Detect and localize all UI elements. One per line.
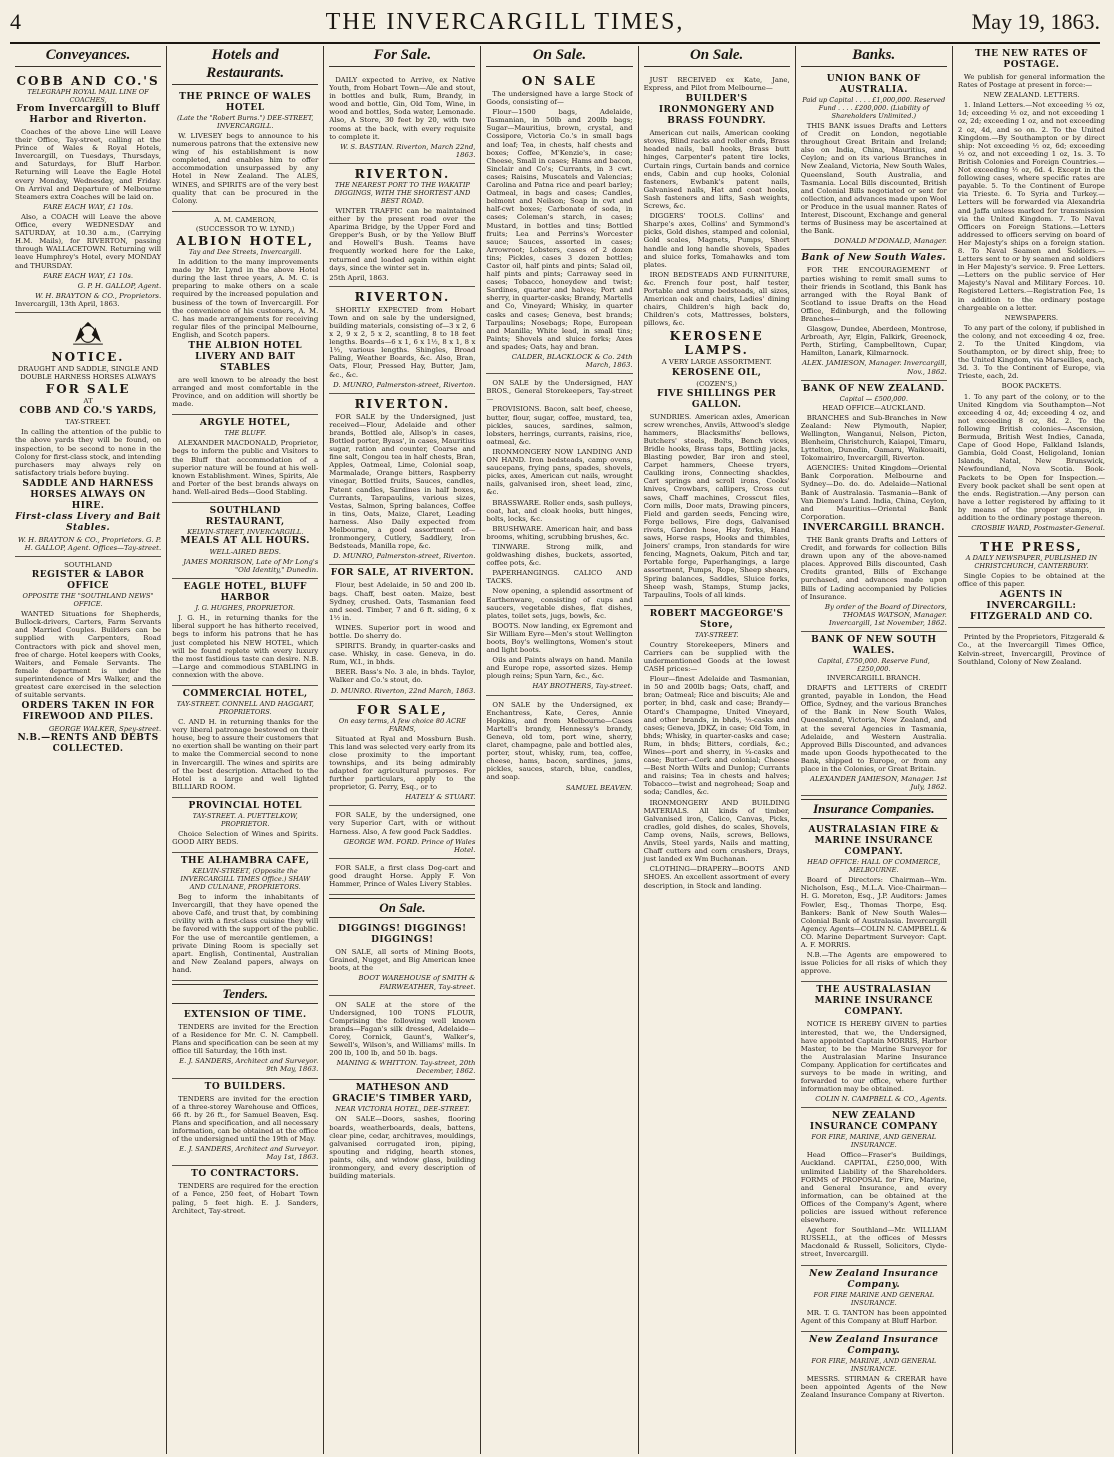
ad-signature: CALDER, BLACKLOCK & Co. 24th March, 1863. [511, 353, 633, 370]
ad-subtitle: NEAR VICTORIA HOTEL, DEE-STREET. [335, 1105, 470, 1114]
ad-body: ALEXANDER MACDONALD, Proprietor, begs to inform the public and Visitors to the Bluff that accommodation of a superior nature will be found at his well-known Establishment. Wines, Spirits, Ale and Porter of the best brands always on hand. Well-aired Beds—Good Stabling. [172, 439, 319, 496]
ad-line: BOOK PACKETS. [1001, 382, 1062, 391]
ad-body: are well known to be already the best arranged and most comfortable in the Province, and on addition will shortly be made. [172, 375, 319, 409]
ad-flour [329, 996, 475, 1081]
section-heading-on-sale: On Sale. [486, 46, 632, 67]
ad-body: Head Office—Fraser's Buildings, Auckland. CAPITAL, £250,000, With unlimited Liability of the Shareholders. FORMS of PROPOSAL for Fire, Marine, and General Insurance, and every information, can be obtained at the Offices of the Company's Agent, where policies are issued without reference elsewhere. Agent for Southland—Mr. WILLIAM RUSSELL, at the offices of Messrs Macdonald & Russell, Solicitors, Clyde-street, Invercargill. [800, 1151, 947, 1259]
ad-signature: ALEX. JAMIESON, Manager. Invercargill, Nov., 1862. [802, 359, 947, 376]
ad-postage-rates [958, 46, 1105, 537]
ad-mining-boots [329, 921, 475, 995]
ad-nz-insurance-bluff [801, 1266, 947, 1332]
ad-body: SUNDRIES. American axles, American screw wrenches, Anvils, Attwood's sledge hammers, Blacksmiths' bellows, Butchers' steels, Bolts, Bench vices, Bridle hooks, Brass taps, Bottling jacks, Blasting powder, Bar iron and steel, Carpet hammers, Cheese tryers, Caulking irons, Connecting shackles, Cart springs and scroll irons, Cooks' knives, Crowbars, callipers, Cross cut saws, Chaff machines, Crosscut files, Corn mills, Door mats, Drawing pincers, Field and garden seeds, Fencing wire, Forge bellows, Fire dogs, Galvanised rivets, Garden hose, Hay forks, Hand saws, Horse rasps, Hooks and thimbles, Joiners' cramps, Iron standards for wire fencing, Magnets, Oakum, Pitch and tar, Portable forge, Paperhangings, a large assortment, Pumps, Rope, Sheep shears, Spring balances, Saddles, Sluice forks, Sheep wash, Stamps, Stump jacks, Tarpaulins, Tools of all kinds. [643, 412, 790, 599]
ad-signature: D. MUNRO. Riverton, 22nd March, 1863. [330, 686, 476, 695]
ad-body: Coaches of the above Line will Leave their Office, Tay-street, calling at the Prince of Wales & Royal Hotels, Invercargill, on Tuesdays, Thursdays, and Saturdays, for Bluff Harbor. Returning will Leave the Eagle Hotel every Monday, Wednesday, and Friday. On Arrival and Departure of Melbourne Steamers extra Coaches will be laid on. [15, 128, 162, 201]
ad-title: New Zealand Insurance Company. [809, 1334, 939, 1356]
ad-subtitle: KELVIN-STREET, (Opposite the INVERCARGILL TIMES Office.) SHAW AND CULNANE, PROPRIETORS. [180, 867, 311, 892]
ad-nz-insurance-riverton [801, 1332, 947, 1405]
ad-body: J. G. H., in returning thanks for the liberal support he has hitherto received, begs to inform his patrons that he has just completed his NEW HOTEL, which will be found replete with every luxury the most fastidious taste can desire. N.B.—Large and commodious STABLING in connexion with the above. [172, 614, 319, 679]
ad-title: THE ALHAMBRA CAFE, [180, 856, 310, 867]
ad-body: THE Bank grants Drafts and Letters of Credit, and forwards for collection Bills drawn upon any of the above-named places. Approved Bills discounted, Cash Credits granted, Bills of Exchange purchased, and advances made upon Bills of Lading accompanied by Policies of Insurance. [800, 535, 947, 601]
issue-date: May 19, 1863. [971, 9, 1100, 34]
ad-signature: W. H. BRAYTON & CO., Proprietors. [35, 291, 162, 300]
ad-australasian-marine [801, 982, 947, 1108]
ad-body: 1. Inland Letters.—Not exceeding ½ oz, 1d; exceeding ½ oz, and not exceeding 1 oz, 2d; exceeding 1 oz, and not exceeding 2 oz, 4d, and so on. 2. To the United Kingdom.—By Southampton or by direct ship: Not exceeding ½ oz, 6d; exceeding ½ oz, and not exceeding 1 oz, 1s. 3. To British Colonies and Foreign Countries.—Not exceeding ½ oz, 6d. 4. Except in the following cases, where specific rates are payable. 5. To the Continent of Europe via Trieste. 6. To Syria and Turkey.—Letters will be forwarded via Alexandria and Jaffa unless marked for transmission via the United Kingdom. 7. To Naval Officers on Foreign Stations.—Letters addressed to officers serving on board of Her Majesty's ships on a foreign station. 8. To Naval Seamen and Soldiers.—Letters sent to or by seamen and soldiers in Her Majesty's service. 9. Free Letters.—Letters on the public service of Her Majesty's Naval and Military Forces. 10. Registered Letters.—Registration Fee, 1s in addition to the ordinary postage chargeable on a letter. [957, 101, 1105, 312]
royal-crest-icon [69, 320, 107, 346]
ad-southland-restaurant [172, 503, 318, 579]
ad-the-press [958, 537, 1105, 628]
ad-body: Choice Selection of Wines and Spirits. GOOD AIRY BEDS. [172, 829, 319, 846]
ad-body: NOTICE IS HEREBY GIVEN to parties interested, that we, the Undersigned, have appointed Captain MORRIS, Harbor Master, to be the Marine Surveyor for the Australasian Marine Insurance Company. Application for certificates and surveys to be made in writing, and forwarded to our office, where further information may be obtained. [800, 1020, 947, 1094]
ad-line: A. M. CAMERON, [214, 215, 277, 224]
ad-bank-new-zealand [801, 381, 947, 632]
ad-registry-office [15, 557, 161, 759]
ad-line: SOUTHLAND [64, 561, 113, 570]
ad-hay-brothers [486, 374, 632, 695]
ad-title: ORDERS TAKEN IN FOR FIREWOOD AND PILES. [21, 701, 155, 723]
ad-subtitle: TELEGRAPH ROYAL MAIL LINE OF COACHES, [27, 88, 149, 104]
ad-nz-insurance [801, 1108, 947, 1265]
ad-body: DAILY expected to Arrive, ex Native Youth, from Hobart Town—Ale and stout, in bottles and bulk, Rum, Brandy, in wood and bottle, Gin, Old Tom, Wine, in wood and bottles, Soda water, Lemonade. Also, A Store, 30 feet by 20, with two rooms at the back, with every requisite to complete it. [329, 76, 476, 141]
ad-body: FOR SALE by the Undersigned, just received—Flour, Adelaide and other brands, Bottled ale, Allsop's in cases, Bottled porter, Byass', in cases, Mauritius sugar, ration and counter, Coarse and fine salt, Congou tea in half chests, Bran, Apples, Oatmeal, Lime, Colonial soap, Marmalade, Orange bitters, Raspberry vinegar, Bottled fruits, Sauces, candles, Patent candles, Sardines in half boxes, Currants, Tarapaulins, various sizes, Vestas, Salmon, Spring balances, Coffee in tins, Oats, Maize, Claret, Leading harness. Also Daily expected from Melbourne, a good assortment of—Ironmongery, Cutlery, Saddlery, Iron Bedsteads, Manilla rope, &c. [329, 412, 476, 551]
page-number: 4 [10, 9, 21, 34]
ad-tender-contractors [172, 1166, 318, 1220]
column-postage [953, 46, 1110, 1454]
ad-title: ALBION HOTEL, [176, 234, 314, 249]
ad-body: C. AND H. in returning thanks for the very liberal patronage bestowed on their house, beg to assure their customers that no exertion shall be wanting on their part to make the Commercial second to none in Invercargill. The wines and spirits are of the best description. Attached to the Hotel is a large and well lighted BILLIARD ROOM. [172, 718, 319, 791]
ad-subtitle: THE BLUFF. [224, 429, 267, 438]
ad-title: MEALS AT ALL HOURS. [180, 536, 310, 546]
ad-title: NEW ZEALAND INSURANCE COMPANY [809, 1111, 938, 1133]
section-heading-banks: Banks. [801, 46, 947, 67]
ad-line: NEW ZEALAND. LETTERS. [983, 91, 1080, 100]
ad-title: EAGLE HOTEL, BLUFF HARBOR [183, 582, 307, 604]
ad-subtitle: FOR FIRE MARINE AND GENERAL INSURANCE. [813, 1290, 935, 1307]
ad-bastian [329, 71, 475, 164]
section-heading-for-sale: For Sale. [329, 46, 475, 67]
ad-subtitle: Capital, £750,000. Reserve Fund, £250,000. [817, 656, 930, 673]
ad-title: THE PRESS, [980, 540, 1083, 555]
ad-horses-notice [15, 313, 161, 557]
masthead [10, 2, 1100, 44]
ad-date: 25th April, 1863. [329, 273, 389, 282]
ad-body: FOR SALE, a first class Dog-cart and good draught Horse. Apply F. Von Hammer, Prince of Wales Livery Stables. [329, 863, 476, 889]
ad-calder-blacklock [486, 71, 632, 374]
ad-farms [329, 700, 475, 807]
ad-title: First-class Livery and Bait Stables. [15, 511, 161, 533]
ad-title: KEROSENE LAMPS. [669, 329, 764, 358]
ad-body: FOR THE ENCOURAGEMENT of parties wishing to remit small sums to their friends in Scotland, this Bank has arranged with the Royal Bank of Scotland to issue Drafts on the Head Office, Edinburgh, and the following Branches— Glasgow, Dundee, Aberdeen, Montrose, Arbroath, Ayr, Elgin, Falkirk, Greenock, Perth, Stirling, Campbelltown, Cupar, Hamilton, Lanark, Kilmarnock. [800, 266, 947, 358]
ad-riverton-timber [329, 287, 475, 394]
ad-body: ON SALE—Doors, sashes, flooring boards, weatherboards, deals, battens, clear pine, cedar, architraves, mouldings, galvanised corrugated iron, piping, spouting and ridging, hearth stones, paints, oils, and window glass, building ironmongery, and every description of building materials. [329, 1115, 476, 1181]
ad-ironmongery [644, 71, 790, 606]
section-heading-conveyances: Conveyances. [15, 46, 161, 67]
ad-title: BANK OF NEW ZEALAND. [802, 383, 945, 394]
ad-albion-hotel [172, 212, 318, 416]
ad-body: DRAFTS and LETTERS of CREDIT granted, payable in London, the Head Office, Sydney, and the various Branches of the Bank in New South Wales, Queensland, Victoria, New Zealand, and at the several Agencies in Tasmania, Adelaide, and Western Australia. Approved Bills Discounted, and advances made upon Goods hypothecated to the Bank, shipped to Europe, or from any place in the Colonies, or Great Britain. [800, 684, 947, 773]
ad-body: MR. T. G. TANTON has been appointed Agent of this Company at Bluff Harbor. [800, 1308, 947, 1325]
ad-australasian-fire-marine [801, 822, 947, 982]
ad-body: Flour, best Adelaide, in 50 and 200 lb. bags. Chaff, best oaten. Maize, best Sydney, crushed. Oats, Tasmanian feed and seed. Timber, 7 and 6 ft. siding, 6 x 1½ in. WINES. Superior port in wood and bottle. Do sherry do. SPIRITS. Brandy, in quarter-casks and case. Whisky, in case. Geneva, in do. Rum, W.I., in bhds. BEER. Bass's No. 3 ale, in bhds. Taylor, Walker and Co.'s stout, do. [329, 581, 476, 685]
ad-subtitle: Paid up Capital . . . . £1,000,000. Reserved Fund . . . . £200,000. (Liability of Shareholders Unlimited.) [802, 96, 946, 120]
ad-subtitle: OPPOSITE THE "SOUTHLAND NEWS" OFFICE. [22, 592, 154, 609]
ad-eagle-hotel [172, 579, 318, 686]
ad-body: 1. To any part of the colony, or to the United Kingdom via Southampton—Not exceeding 4 oz, 4d; exceeding 4 oz, and not exceeding 8 oz, 8d. 2. To the following British colonies—Ascension, Bermuda, British West Indies, Canada, Cape of Good Hope, Falkland Islands, Gambia, Gold Coast, Heligoland, Ionian Islands, Natal, New Brunswick, Newfoundland, Nova Scotia. Book-Packets to be Open for Inspection.—Every book packet shall be sent open at the ends. Registration.—Any person can have a letter registered by affixing to it by means of the proper stamps, in addition to the ordinary postage thereon. [957, 392, 1105, 522]
ad-body: Situated at Ryal and Mossburn Bush. This land was selected very early from its close proximity to the important townships, and its being admirably adapted for agricultural purposes. For further particulars, apply to the proprietor, G. Perry, Esq., or to [329, 734, 476, 792]
ad-subtitle: TAY-STREET. [694, 630, 739, 639]
ad-title: ARGYLE HOTEL, [199, 418, 291, 429]
ad-subtitle: J. G. HUGHES, PROPRIETOR. [195, 604, 296, 613]
section-heading-hotels: Hotels and Restaurants. [172, 46, 318, 85]
ad-body: ON SALE by the Undersigned, ex Enchantress, Kate, Ceres, Annie Hopkins, and from Melbourne—Cases Martell's brandy, Hennessy's brandy, Geneva, old tom, port wine, sherry, claret, champagne, pale and bottled ales, porter, stout, whisky, rum, tea, coffee, cheese, hams, bacon, sardines, jams, pickles, sauces, starch, blue, candles, and soap. [486, 700, 633, 782]
ad-body: TENDERS are required for the erection of a Fence, 250 feet, of Hobart Town paling, 5 feet high. E. J. Sanders, Architect, Tay-street. [172, 1182, 319, 1215]
ad-title: THE AUSTRALASIAN MARINE INSURANCE COMPANY. [814, 985, 933, 1018]
ad-riverton-port [329, 164, 475, 287]
ad-signature: E. J. SANDERS, Architect and Surveyor. May 1st, 1863. [179, 1145, 319, 1162]
ad-dogcart-sale [329, 859, 475, 895]
ad-signature: CROSBIE WARD, Postmaster-General. [971, 524, 1105, 533]
ad-title: AUSTRALASIAN FIRE & MARINE INSURANCE COMPANY. [808, 825, 940, 858]
ad-subtitle: A DAILY NEWSPAPER, PUBLISHED IN CHRISTCHURCH, CANTERBURY. [965, 554, 1098, 571]
columns [10, 46, 1110, 1454]
ad-title: NOTICE. [51, 349, 125, 364]
ad-body: To any part of the colony, if published in the colony, and not exceeding 4 oz, free. 2. To the United Kingdom, via Southampton, or by direct ship, free; to the United Kingdom, via Marseilles, each, 3d. 3. To the Continent of Europe, via Trieste, each, 2d. [957, 323, 1105, 381]
ad-body: TENDERS are invited for the Erection of a Residence for Mr. C. N. Campbell. Plans and specification can be seen at my office till Saturday, the 16th inst. [172, 1023, 319, 1056]
ad-samuel-beaven [486, 696, 632, 796]
ad-tender-builders [172, 1079, 318, 1167]
ad-body: Printed by the Proprietors, Fitzgerald & Co., at the Invercargill Times Office, Kelvin-street, Invercargill, Province of Southland, Colony of New Zealand. [957, 633, 1105, 666]
ad-title: THE PRINCE OF WALES HOTEL [179, 92, 312, 113]
ad-signature: GEORGE WALKER, Spey-street. [48, 725, 162, 734]
ad-subtitle: Tay and Dee Streets, Invercargill. [188, 248, 302, 257]
ad-line: HEAD OFFICE—AUCKLAND. [822, 403, 926, 412]
ad-body: Beg to inform the inhabitants of Invercargill, that they have opened the above Café, and trust that, by combining civility with a first-class cuisine they will be favored with the support of the public. For the use of mercantile gentlemen, a private Dining Room is specially set apart. English, Continental, Australian and New Zealand papers, always on hand. [172, 893, 319, 974]
ad-signature: SAMUEL BEAVEN. [565, 783, 633, 792]
ad-subtitle: FOR FIRE, MARINE, AND GENERAL INSURANCE. [811, 1133, 937, 1150]
ad-title: THE ALBION HOTEL LIVERY AND BAIT STABLES [188, 340, 303, 373]
ad-body: FOR SALE, by the undersigned, one very Superior Cart, with or without Harness. Also, A few good Pack Saddles. [329, 811, 476, 836]
ad-subtitle: Capital — £500,000. [839, 394, 908, 403]
ad-title: AGENTS IN INVERCARGILL: FITZGERALD AND CO. [969, 590, 1093, 623]
ad-title: BUILDER'S IRONMONGERY AND BRASS FOUNDRY. [658, 94, 775, 127]
ad-title: MATHESON AND GRACIE'S TIMBER YARD, [332, 1083, 473, 1105]
ad-title: N.B.—RENTS AND DEBTS COLLECTED. [17, 733, 159, 755]
ad-fare: FARE EACH WAY, £1 10s. [43, 271, 134, 280]
ad-timber-yard [329, 1080, 475, 1186]
ad-route: From Invercargill to Bluff Harbor and Riverton. [16, 104, 160, 125]
ad-title: COMMERCIAL HOTEL, [182, 689, 308, 700]
column-on-sale-1 [481, 46, 638, 1454]
ad-line: (COZEN'S,) [696, 379, 737, 388]
column-on-sale-2 [639, 46, 796, 1454]
ad-body: W. LIVESEY begs to announce to his numerous patrons that the extensive new wing of his establishment is now completed, and enables him to offer accommodation unsurpassed by any Hotel in New Zealand. The ALES, WINES, and SPIRITS are of the very best quality that can be procured in the Colony. [172, 132, 319, 205]
ad-bank-nsw [801, 632, 947, 796]
column-banks [796, 46, 953, 1454]
ad-body: We publish for general information the Rates of Postage at present in force:— [957, 73, 1105, 90]
ad-title: TO BUILDERS. [204, 1081, 286, 1092]
ad-body: JUST RECEIVED ex Kate, Jane, Express, and Pilot from Melbourne— [643, 76, 790, 93]
ad-cobb-coaches [15, 71, 161, 313]
ad-signature: By order of the Board of Directors, THOMAS WATSON, Manager. Invercargill, 1st November, 1862. [824, 602, 947, 627]
ad-subtitle: KELVIN-STREET, INVERCARGILL. [187, 528, 304, 536]
ad-title: RIVERTON. [354, 396, 451, 411]
ad-body: TENDERS are invited for the erection of a three-storey Warehouse and Offices, 66 ft. by 26 ft., for Samuel Beaven, Esq. Plans and specification, and all necessary information, can be obtained at the office of the undersigned until the 19th of May. [172, 1094, 319, 1144]
ad-title: FOR SALE [45, 382, 131, 397]
ad-body: THIS BANK issues Drafts and Letters of Credit on London, negotiable throughout Great Britain and Ireland; also on India, China, Mauritius, and Ceylon; and on its various Branches in New Zealand, Victoria, New South Wales, Queensland, South Australia, and Tasmania. Local Bills discounted, British and Colonial Bills negotiated or sent for collection, and advances made upon Wool or Produce in the usual manner. Rates of Interest, Discount, Exchange and general terms of Business may be ascertained at the Bank. [800, 122, 947, 236]
ad-body: WANTED Situations for Shepherds, Bullock-drivers, Carters, Farm Servants and Married Couples. Builders can be supplied with Carpenters, Road Contractors with pick and shovel men, free of charge. Hotel keepers with Cooks, Waiters, and Female Servants. The female department is under the superintendence of Mrs Walker, and the greatest care exercised in the selection of suitable servants. [15, 610, 162, 700]
newspaper-title: THE INVERCARGILL TIMES, [325, 8, 685, 35]
ad-subtitle: THE NEAREST PORT TO THE WAKATIP DIGGINGS, WITH THE SHORTEST AND BEST ROAD. [334, 180, 471, 205]
ad-title: EXTENSION OF TIME. [183, 1010, 307, 1020]
ad-title: REGISTER & LABOR OFFICE [31, 570, 145, 592]
ad-signature: W. S. BASTIAN. Riverton, March 22nd, 1863. [340, 142, 476, 159]
ad-bank-nsw-scotland [801, 250, 947, 380]
ad-subtitle: On easy terms, A few choice 80 ACRE FARMS, [338, 716, 466, 733]
ad-alhambra-cafe [172, 853, 318, 981]
ad-riverton-stores [329, 394, 475, 566]
ad-signature: HATELY & STUART. [405, 793, 476, 802]
column-hotels [167, 46, 324, 1454]
ad-signature: G. P. H. GALLOP, Agent. [77, 281, 162, 290]
ad-subtitle: HEAD OFFICE: HALL OF COMMERCE, MELBOURNE. [807, 858, 941, 875]
ad-title: UNION BANK OF AUSTRALIA. [826, 74, 921, 95]
ad-title: ON SALE [521, 74, 598, 88]
ad-title: FIVE SHILLINGS PER GALLON. [656, 388, 777, 410]
ad-signature: MANING & WHITTON. Tay-street, 20th December, 1862. [336, 1059, 476, 1076]
ad-signature: GEORGE WM. FORD. Prince of Wales Hotel. [343, 837, 476, 854]
ad-subtitle: FOR FIRE, MARINE, AND GENERAL INSURANCE. [811, 1356, 937, 1373]
ad-line: NEWSPAPERS. [1004, 313, 1059, 322]
ad-body: Country Storekeepers, Miners and Carriers can be supplied with the undermentioned Goods at the lowest CASH prices:— Flour—finest Adelaide and Tasmanian, in 50 and 200lb bags; Oats, chaff, and bran; Oatmeal; Rice and biscuits; Ale and porter, in bhd, cask and case; Brandy—Otard's Champagne, United Vineyard, and other brands, in bhds, ½-casks and cases; Geneva, JDKZ, in case; Old Tom, in bhds; Whisky, in quarter-casks and case; Rum, in bhds; Bitters, cordials, &c.; Wines—port and sherry, in ¼-casks and case; Butter—Cork and colonial; Cheese—Best North Wilts and Dunlop; Currants and raisins; Tea in chests and halves; Tobacco—twist and negrohead; Soap and soda; Candles, &c. IRONMONGERY AND BUILDING MATERIALS. All kinds of timber, Galvanised iron, Calico, Canvas, Picks, cradles, gold dishes, do scales, Shovels, Camp ovens, Nails, screws, Bellows, Anvils, Steel yards, Nails and matting, Chaff cutters and corn crushers, Drays, just landed ex Wm Buchanan. CLOTHING—DRAPERY—BOOTS AND SHOES. An excellent assortment of every description, in Stock and landing. [643, 640, 790, 890]
ad-title: COBB AND CO.'S YARDS, [19, 406, 157, 417]
ad-body: In calling the attention of the public to the above yards they will be found, on inspection, to be second to none in the Colony for first-class stock, and intending purchasers may always rely on satisfactory trials before buying. [15, 428, 162, 477]
ad-title: RIVERTON. [354, 289, 451, 304]
ad-signature: D. MUNRO, Palmerston-street, Riverton. [333, 552, 476, 561]
ad-title: DIGGINGS! DIGGINGS! DIGGINGS! [338, 924, 467, 946]
ad-body: MESSRS. STIRMAN & CRERAR have been appointed Agents of the New Zealand Insurance Company at Riverton. [800, 1374, 947, 1399]
ad-line: A VERY LARGE ASSORTMENT. [661, 358, 772, 367]
ad-body: Also, a COACH will Leave the above Office, every WEDNESDAY and SATURDAY, at 10.30 a.m., (Carrying H.M. Mails), for RIVERTON, passing through WALLACETOWN. Returning will leave Humphrey's Hotel, every MONDAY and THURSDAY. [15, 212, 162, 270]
ad-line: WELL-AIRED BEDS. [209, 548, 281, 556]
ad-signature: D. MUNRO, Palmerston-street, Riverton. [333, 380, 476, 389]
ad-signature: JAMES MORRISON, Late of Mr Long's "Old Identity," Dunedin. [183, 558, 319, 575]
column-for-sale [324, 46, 481, 1454]
ad-title: KEROSENE OIL, [671, 367, 762, 378]
ad-macgeorge-store [644, 606, 790, 896]
ad-title: THE NEW RATES OF POSTAGE. [974, 49, 1088, 70]
ad-signature: BOOT WAREHOUSE of SMITH & FAIRWEATHER, Tay-street. [358, 974, 476, 991]
ad-signature: HAY BROTHERS, Tay-street. [532, 682, 633, 691]
ad-title: Bank of New South Wales. [801, 253, 947, 264]
ad-title: ROBERT MACGEORGE'S Store, [649, 608, 784, 630]
ad-title: SADDLE AND HARNESS HORSES ALWAYS ON HIRE. [22, 478, 154, 511]
ad-fare: FARE EACH WAY, £1 10s. [43, 202, 134, 211]
ad-title: COBB AND CO.'S [16, 74, 160, 88]
ad-body: The undersigned have a large Stock of Goods, consisting of— Flour—1500 bags, Adelaide, Tasmanian, in 50lb and 200lb bags; Sugar—Mauritius, brown, crystal, and Cossipore, Victoria Co.'s in small bags and loaf; Tea, in chests, half chests and boxes; Coffee, M'Kenzie's, in case; Cheese, Small in cases; Hams and bacon, Sinclair and Co's; Currants, in 3 cwt. cases; Raisins, Muscatels and Valencias; Carolina and Patna rice and pearl barley; Oatmeal, in bags and cases; Candles, belmont and Neilson; Soap in cwt and half-cwt boxes; Carbonate of soda, in cases; Coleman's starch, in cases; Mustard, in bottles and tins; Bottled fruits; Lea and Perrins's Worcester sauce; Sauces, assorted in cases; Arrowroot; Lobsters, cases of 2 dozen tins; Pickles, cases 3 dozen bottles; Castor oil, half pints and pints; Salad oil, half pints and pints; Carraway seed in cases; Tobacco, honeydew and twist; Sardines, quarter and halves; Port and sherry, in quarter-casks; Brandy, Martells and Co, Vineyard; Whisky, in quarter casks and cases; Geneva, best brands; Tarpaulins; Nosebags; Rope, European and Manilla; White lead, in small tins; Paints; Shovels and sluice forks; Axes and spades; Oats, hay and bran. [486, 90, 633, 351]
ad-title: PROVINCIAL HOTEL [188, 800, 302, 811]
ad-line: INVERCARGILL BRANCH. [826, 673, 921, 682]
ad-line: DRAUGHT AND SADDLE, SINGLE AND DOUBLE HARNESS HORSES ALWAYS [17, 364, 159, 382]
ad-body: ON SALE at the store of the Undersigned, 100 TONS FLOUR, Comprising the following well known brands—Fagan's silk dressed, Adelaide—Corey, Cornick, Gaunt's, Walker's, Sewell's, Wilson's, and Williams' mills. In 200 lb, 100 lb, and 50 lb. bags. [329, 1000, 476, 1058]
printer-imprint [958, 628, 1105, 671]
ad-cart-sale [329, 806, 475, 858]
ad-line: TAY-STREET. [65, 418, 111, 427]
ad-provincial-hotel [172, 798, 318, 853]
ad-title: FOR SALE, [356, 702, 448, 717]
ad-title: RIVERTON. [354, 166, 451, 181]
ad-line: (SUCCESSOR TO W. LYND,) [195, 224, 295, 233]
ad-date: Invercargill, 13th April, 1863. [15, 299, 120, 308]
ad-signature: DONALD M'DONALD, Manager. [834, 237, 947, 246]
ad-signature: E. J. SANDERS, Architect and Surveyor. 9th May, 1863. [179, 1057, 319, 1074]
ad-body: American cut nails, American cooking stoves, Blind racks and roller ends, Brass headed nails, ball hooks, Brass butt hinges, Carpenter's patent tire locks, Curtain rings, Curtain bands and cornice ends, Cabin and cup hooks, Colonial fasteners, Ewbank's patent nails, Galvanised nails, Hat and coat hooks, Sash fasteners and lifts, Sash weights, Screws, &c. DIGGERS' TOOLS. Collins' and Sharpe's axes, Collins' and Symmond's picks, Gold dishes, stamped and colonial, Gold scales, Magnets, Pumps, Short handle and long handle shovels, Spades and sluice forks, Tomahawks and tom plates. IRON BEDSTEADS AND FURNITURE, &c. French four post, half tester, Portable and stump bedsteads, all sizes, American oak and chairs, Ladies' dining chairs, Children's high back do, Children's cots, Mattresses, bolsters, pillows, &c. [643, 129, 790, 328]
section-heading-insurance: Insurance Companies. [801, 799, 947, 819]
ad-signature: W. H. BRAYTON & CO., Proprietors. G. P. H. GALLOP, Agent. Offices—Tay-street. [17, 535, 162, 552]
section-heading-on-sale: On Sale. [329, 898, 475, 918]
ad-subtitle: TAY-STREET. CONNELL AND HAGGART, PROPRIETORS. [176, 700, 314, 717]
ad-title: INVERCARGILL BRANCH. [802, 522, 945, 533]
ad-body: ON SALE, all sorts of Mining Boots, Grained, Nugget, and Big American knee boots, at the [329, 948, 476, 973]
section-heading-tenders: Tenders. [172, 984, 318, 1004]
ad-signature: COLIN N. CAMPBELL & CO., Agents. [815, 1095, 947, 1104]
ad-title: BANK OF NEW SOUTH WALES. [811, 634, 937, 656]
ad-subtitle: TAY-STREET. A. PUETTELKOW, PROPRIETOR. [192, 811, 298, 828]
ad-prince-of-wales [172, 89, 318, 212]
ad-tender-extension [172, 1007, 318, 1079]
ad-body: In addition to the many improvements made by Mr. Lynd in the above Hotel during the last three years, A. M. C. is preparing to make others on a scale required by the increased population and business of the town of Invercargill. For the convenience of his customers, A. M. C. has made arrangements for receiving regular files of the principal Melbourne, English, and Scotch papers. [172, 258, 319, 339]
ad-title: TO CONTRACTORS. [191, 1169, 300, 1180]
ad-body: ON SALE by the Undersigned, HAY BROS., General Storekeepers, Tay-street— PROVISIONS. Bacon, salt beef, cheese, butter, flour, sugar, coffee, mustard, tea, pickles, sauces, sardines, salmon, lobsters, herrings, currants, raisins, rice, oatmeal, &c. IRONMONGERY NOW LANDING AND ON HAND. Iron bedsteads, camp ovens, saucepans, frying pans, spades, shovels, picks, axes, American cut nails, wrought nails, galvanised iron, sheet lead, zinc, &c. BRASSWARE. Roller ends, sash pulleys, coat, hat, and cloak hooks, butt hinges, bolts, locks, &c. BRUSHWARE. American hair, and bass brooms, whiting, scrubbing brushes, &c. TINWARE. Strong milk, and goldwashing dishes, buckets, assorted, coffee pots, &c. PAPERHANGINGS. CALICO AND TACKS. Now opening, a splendid assortment of Earthenware, consisting of cups and saucers, vegetable dishes, flat dishes, plates, toilet sets, jugs, bowls, &c. BOOTS. Now landing, ex Egremont and Sir William Eyre—Men's stout Wellington boots, Boy's wellingtons, Women's stout and light boots. Oils and Paints always on hand. Manila and Europe rope, assorted sizes. Hemp plough reins; Spun Yarn, &c., &c. [486, 379, 633, 681]
ad-argyle-hotel [172, 415, 318, 503]
ad-title: FOR SALE, AT RIVERTON. [330, 568, 474, 579]
ad-body: Single Copies to be obtained at the office of this paper. [957, 572, 1105, 589]
ad-union-bank [801, 71, 947, 250]
section-heading-on-sale: On Sale. [644, 46, 790, 67]
column-conveyances [10, 46, 167, 1454]
ad-line: AT [83, 397, 93, 406]
ad-body: Board of Directors: Chairman—Wm. Nicholson, Esq., M.L.A. Vice-Chairman—H. G. Moreton, Esq., J.P. Auditors: James Fowler, Esq., Thomas Thorpe, Esq. Bankers: Bank of New South Wales—Colonial Bank of Australasia. Invercargill Agency. Agents—COLIN N. CAMPBELL & CO. Marine Department Surveyor: Capt. A. F. MORRIS. N.B.—The Agents are empowered to issue Policies for all risks of which they approve. [800, 876, 947, 976]
ad-signature: ALEXANDER JAMIESON, Manager. 1st July, 1862. [809, 775, 947, 792]
ad-title: New Zealand Insurance Company. [809, 1268, 939, 1290]
ad-body: BRANCHES and Sub-Branches in New Zealand: New Plymouth, Napier, Wellington, Wanganui, Nelson, Picton, Blenheim, Christchurch, Kaiapoi, Timaru, Lyttelton, Dunedin, Oamaru, Waikouaiti, Tokomairiro, Invercargill, Riverton. AGENCIES: United Kingdom—Oriental Bank Corporation. Melbourne and Sydney—Do. do. do. Adelaide—National Bank of Australasia. Tasmania—Bank of Van Diemen's Land. India, China, Ceylon, and Mauritius—Oriental Bank Corporation. [800, 413, 947, 521]
ad-subtitle: (Late the "Robert Burns.") DEE-STREET, INVERCARGILL. [177, 114, 314, 130]
ad-sale-at-riverton [329, 565, 475, 699]
ad-commercial-hotel [172, 686, 318, 798]
ad-body: WINTER TRAFFIC can be maintained either by the present road over the Aparima Bridge, by the Upper Ford and Grepper's Bush, or by the Yellow Bluff and Howell's Bush. Teams have frequently worked here for the Lake, returned and loaded again within eight days, since the winter set in. [329, 206, 476, 272]
ad-title: SOUTHLAND RESTAURANT, [205, 506, 285, 527]
ad-body: SHORTLY EXPECTED from Hobart Town and on sale by the undersigned, building materials, consisting of—3 x 2, 6 x 2, 9 x 2, 5 x 2, scantling, 8 to 18 feet lengths. Boards—6 x 1, 6 x 1½, 8 x 1, 8 x 1½, various lengths. Shingles, Broad Paling, Weather Boards, &c. Also, Bran, Oats, Flour, Pressed Hay, Butter, Jam, &c., &c. [329, 305, 476, 379]
